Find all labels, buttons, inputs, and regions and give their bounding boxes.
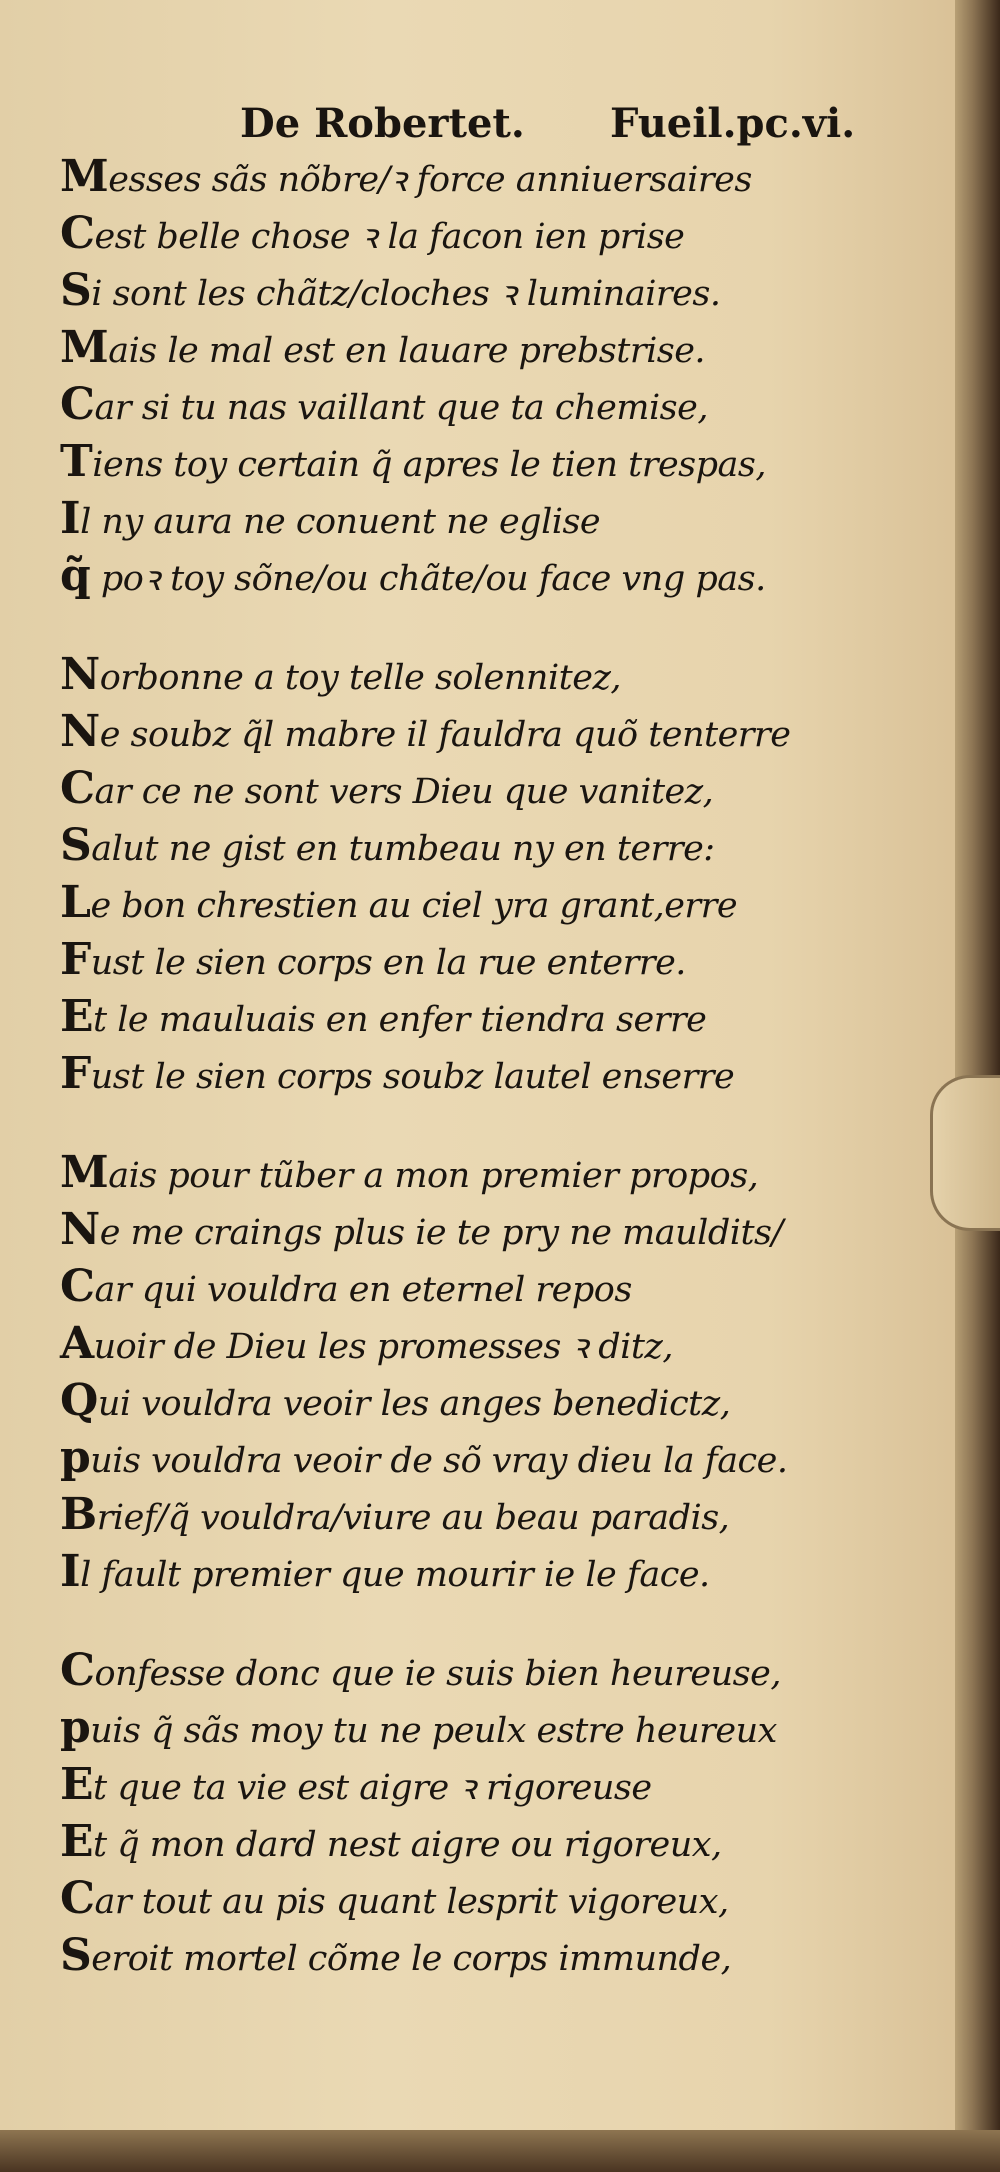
verse-line: Seroit mortel cõme le corps immunde, (60, 1930, 732, 1981)
page-tab (930, 1075, 1000, 1231)
verse-line: Et le mauluais en enfer tiendra serre (60, 991, 707, 1042)
verse-line: Fust le sien corps en la rue enterre. (60, 934, 686, 985)
verse-line: Auoir de Dieu les promesses ꝛ ditz, (60, 1318, 673, 1369)
verse-line: Car si tu nas vaillant que ta chemise, (60, 379, 708, 430)
verse-line: puis q̃ sãs moy tu ne peulx estre heureux (60, 1702, 777, 1753)
folio-number: Fueil.pc.vi. (610, 100, 856, 147)
verse-line: Tiens toy certain q̃ apres le tien trespas, (60, 436, 766, 487)
verse-line: Car tout au pis quant lesprit vigoreux, (60, 1873, 729, 1924)
verse-line: Cest belle chose ꝛ la facon ien prise (60, 208, 685, 259)
verse-line: Et q̃ mon dard nest aigre ou rigoreux, (60, 1816, 722, 1867)
verse-line: Qui vouldra veoir les anges benedictz, (60, 1375, 731, 1426)
verse-line: Ne soubz q̃l mabre il fauldra quõ tenterre (60, 706, 791, 757)
verse-line: Salut ne gist en tumbeau ny en terre: (60, 820, 715, 871)
verse-line: Il fault premier que mourir ie le face. (60, 1546, 710, 1597)
stanza-2 (60, 646, 860, 1102)
verse-line: Ne me craings plus ie te pry ne mauldits/ (60, 1204, 783, 1255)
verse-line: Messes sãs nõbre/ꝛ force anniuersaires (60, 151, 752, 202)
verse-line: Si sont les chãtz/cloches ꝛ luminaires. (60, 265, 721, 316)
header-title: De Robertet. (240, 100, 525, 147)
stanza-1 (60, 148, 860, 604)
verse-line: Il ny aura ne conuent ne eglise (60, 493, 601, 544)
verse-line: Et que ta vie est aigre ꝛ rigoreuse (60, 1759, 652, 1810)
verse-line: Le bon chrestien au ciel yra grant,erre (60, 877, 738, 928)
verse-line: Brief/q̃ vouldra/viure au beau paradis, (60, 1489, 730, 1540)
stanza-3 (60, 1144, 860, 1600)
verse-line: Fust le sien corps soubz lautel enserre (60, 1048, 735, 1099)
verse-line: Confesse donc que ie suis bien heureuse, (60, 1645, 781, 1696)
verse-line: Mais pour tũber a mon premier propos, (60, 1147, 759, 1198)
stanza-4 (60, 1642, 860, 1984)
verse-line: Car ce ne sont vers Dieu que vanitez, (60, 763, 714, 814)
verse-line: puis vouldra veoir de sõ vray dieu la face. (60, 1432, 788, 1483)
verse-line: Mais le mal est en lauare prebstrise. (60, 322, 706, 373)
verse-line: Car qui vouldra en eternel repos (60, 1261, 632, 1312)
poem-text (60, 148, 860, 2026)
page-bottom-shadow (0, 2130, 1000, 2172)
verse-line: q̃ poꝛ toy sõne/ou chãte/ou face vng pas. (60, 550, 766, 601)
verse-line: Norbonne a toy telle solennitez, (60, 649, 622, 700)
